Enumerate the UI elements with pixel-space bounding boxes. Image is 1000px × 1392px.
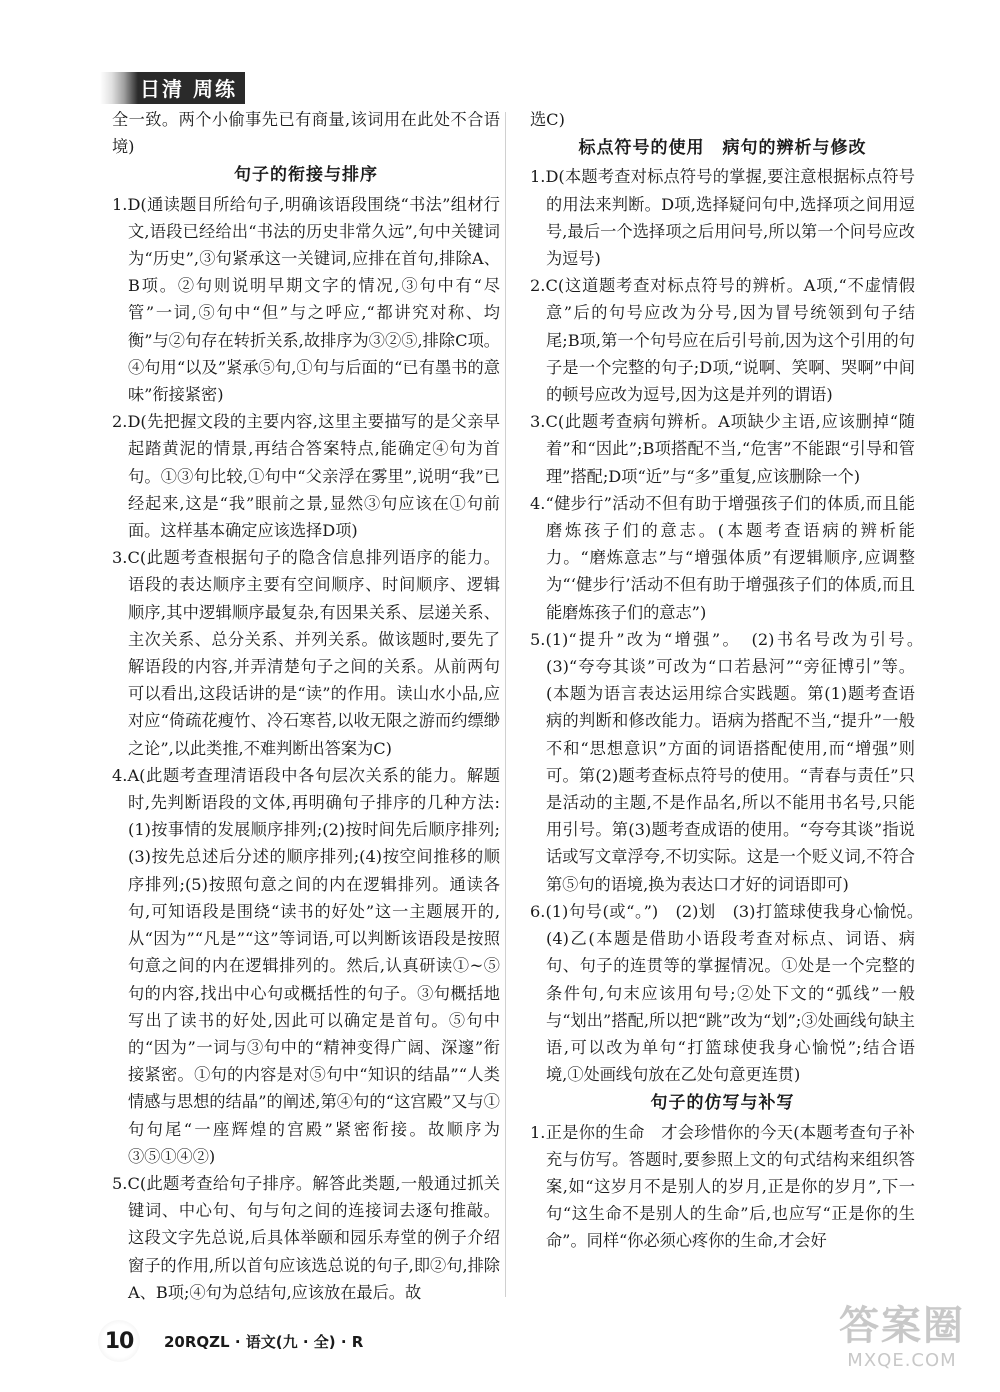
answer-item: 3.C(此题考查病句辨析。A项缺少主语,应该删掉“随着”和“因此”;B项搭配不当,“危害”不能跟“引导和管理”搭配;D项“近”与“多”重复,应该删除一个) xyxy=(530,412,915,486)
left-column xyxy=(112,106,500,1306)
answer-item: 2.C(这道题考查对标点符号的辨析。A项,“不虚情假意”后的句号应改为分号,因为冒号统领到句子结尾;B项,第一个句号应在后引号前,因为这个引用的句子是一个完整的句子;D项,“说啊、笑啊、哭啊”中间的顿号应改为逗号,因为这是并列的谓语) xyxy=(530,276,915,405)
watermark-logo-text: 答案圈 xyxy=(839,1303,965,1349)
continuation-text: 全一致。两个小偷事先已有商量,该词用在此处不合语境) xyxy=(112,110,500,157)
page-header xyxy=(100,72,245,104)
answer-item: 5.C(此题考查给句子排序。解答此类题,一般通过抓关键词、中心句、句与句之间的连接词去逐句推敲。这段文字先总说,后具体举颐和园乐寿堂的例子介绍窗子的作用,所以首句应该选总说的句子,即②句,排除A、B项;④句为总结句,应该放在最后。故 xyxy=(112,1173,500,1302)
page-footer xyxy=(98,1320,363,1362)
section-title-punctuation: 标点符号的使用 病句的辨析与修改 xyxy=(578,138,867,159)
answer-item: 1.D(通读题目所给句子,明确该语段围绕“书法”组材行文,语段已经给出“书法的历史非常久远”,句中关键词为“历史”,③句紧承这一关键词,应排在首句,排除A、B项。②句则说明早期文字的情况,③句中有“尽管”一词,⑤句中“但”与之呼应,“都讲究对称、均衡”与②句存在转折关系,故排序为③②⑤,排除C项。④句用“以及”紧承⑤句,①句与后面的“已有墨书的意味”衔接紧密) xyxy=(112,194,500,405)
right-column xyxy=(530,106,932,1255)
answer-item: 1.D(本题考查对标点符号的掌握,要注意根据标点符号的用法来判断。D项,选择疑问句中,选择项之间用逗号,最后一个选择项之后用问号,所以第一个问号应改为逗号) xyxy=(530,167,915,269)
column-divider xyxy=(505,112,506,1297)
answer-item: 6.(1)句号(或“。”) (2)划 (3)打篮球使我身心愉悦。 (4)乙(本题是借助小语段考查对标点、词语、病句、句子的连贯等的掌握情况。①处是一个完整的条件句,句末应该用句号;②处下文的“弧线”一般与“划出”搭配,所以把“跳”改为“划”;③处画线句缺主语,可以改为单句“打篮球使我身心愉悦”;结合语境,①处画线句放在乙处句意更连贯) xyxy=(530,901,932,1085)
answer-item: 2.D(先把握文段的主要内容,这里主要描写的是父亲早起踏黄泥的情景,再结合答案特点,能确定④句为首句。①③句比较,①句中“父亲浮在雾里”,说明“我”已经起来,这是“我”眼前之景,显然③句应该在①句前面。这样基本确定应该选择D项) xyxy=(112,412,500,541)
watermark-url: MXQE.COM xyxy=(847,1350,957,1371)
continuation-text: 选C) xyxy=(530,110,565,129)
answer-item: 4.A(此题考查理清语段中各句层次关系的能力。解题时,先判断语段的文体,再明确句子排序的几种方法:(1)按事情的发展顺序排列;(2)按时间先后顺序排列;(3)按先总述后分述的顺序排列;(4)按空间推移的顺序排列;(5)按照句意之间的内在逻辑排列。通读各句,可知语段是围绕“读书的好处”这一主题展开的,从“因为”“凡是”“这”等词语,可以判断该语段是按照句意之间的内在逻辑排列的。然后,认真研读①~⑤句的内容,找出中心句或概括性的句子。③句概括地写出了读书的好处,因此可以确定是首句。⑤句中的“因为”一词与③句中的“精神变得广阔、深邃”衔接紧密。①句的内容是对⑤句中“知识的结晶”“人类情感与思想的结晶”的阐述,第④句的“这宫殿”又与①句句尾“一座辉煌的宫殿”紧密衔接。故顺序为③⑤①④②) xyxy=(112,765,500,1166)
page-number: 10 xyxy=(98,1320,140,1362)
section-title-sentence-order: 句子的衔接与排序 xyxy=(234,165,378,186)
section-title-imitation: 句子的仿写与补写 xyxy=(650,1093,795,1114)
answer-item: 5.(1)“提升”改为“增强”。 (2)书名号改为引号。 (3)“夸夸其谈”可改为“口若悬河”“旁征博引”等。(本题为语言表达运用综合实践题。第(1)题考查语病的判断和修改能力。语病为搭配不当,“提升”一般不和“思想意识”方面的词语搭配使用,而“增强”则可。第(2)题考查标点符号的使用。“青春与责任”只是活动的主题,不是作品名,所以不能用书名号,只能用引号。第(3)题考查成语的使用。“夸夸其谈”指说话或写文章浮夸,不切实际。这是一个贬义词,不符合第⑤句的语境,换为表达口才好的词语即可) xyxy=(530,629,932,894)
book-code: 20RQZL · 语文(九 · 全) · R xyxy=(164,1332,364,1351)
answer-item: 3.C(此题考查根据句子的隐含信息排列语序的能力。语段的表达顺序主要有空间顺序、时间顺序、逻辑顺序,其中逻辑顺序最复杂,有因果关系、层递关系、主次关系、总分关系、并列关系。做该题时,要先了解语段的内容,并弄清楚句子之间的关系。从前两句可以看出,这段话讲的是“读”的作用。读山水小品,应对应“倚疏花瘦竹、冷石寒苔,以收无限之游而约缥缈之论”,以此类推,不难判断出答案为C) xyxy=(112,548,500,758)
watermark-logo xyxy=(822,1302,982,1380)
answer-item: 4.“健步行”活动不但有助于增强孩子们的体质,而且能磨炼孩子们的意志。(本题考查语病的辨析能力。“磨炼意志”与“增强体质”有逻辑顺序,应调整为“‘健步行’活动不但有助于增强孩子们的体质,而且能磨炼孩子们的意志”) xyxy=(530,493,915,622)
series-badge: 日清 周练 xyxy=(100,72,245,104)
answer-item: 1.正是你的生命 才会珍惜你的今天(本题考查句子补充与仿写。答题时,要参照上文的句式结构来组织答案,如“这岁月不是别人的岁月,正是你的岁月”,下一句“这生命不是别人的生命”后,也应写“正是你的生命”。同样“你必须心疼你的生命,才会好 xyxy=(530,1122,915,1251)
